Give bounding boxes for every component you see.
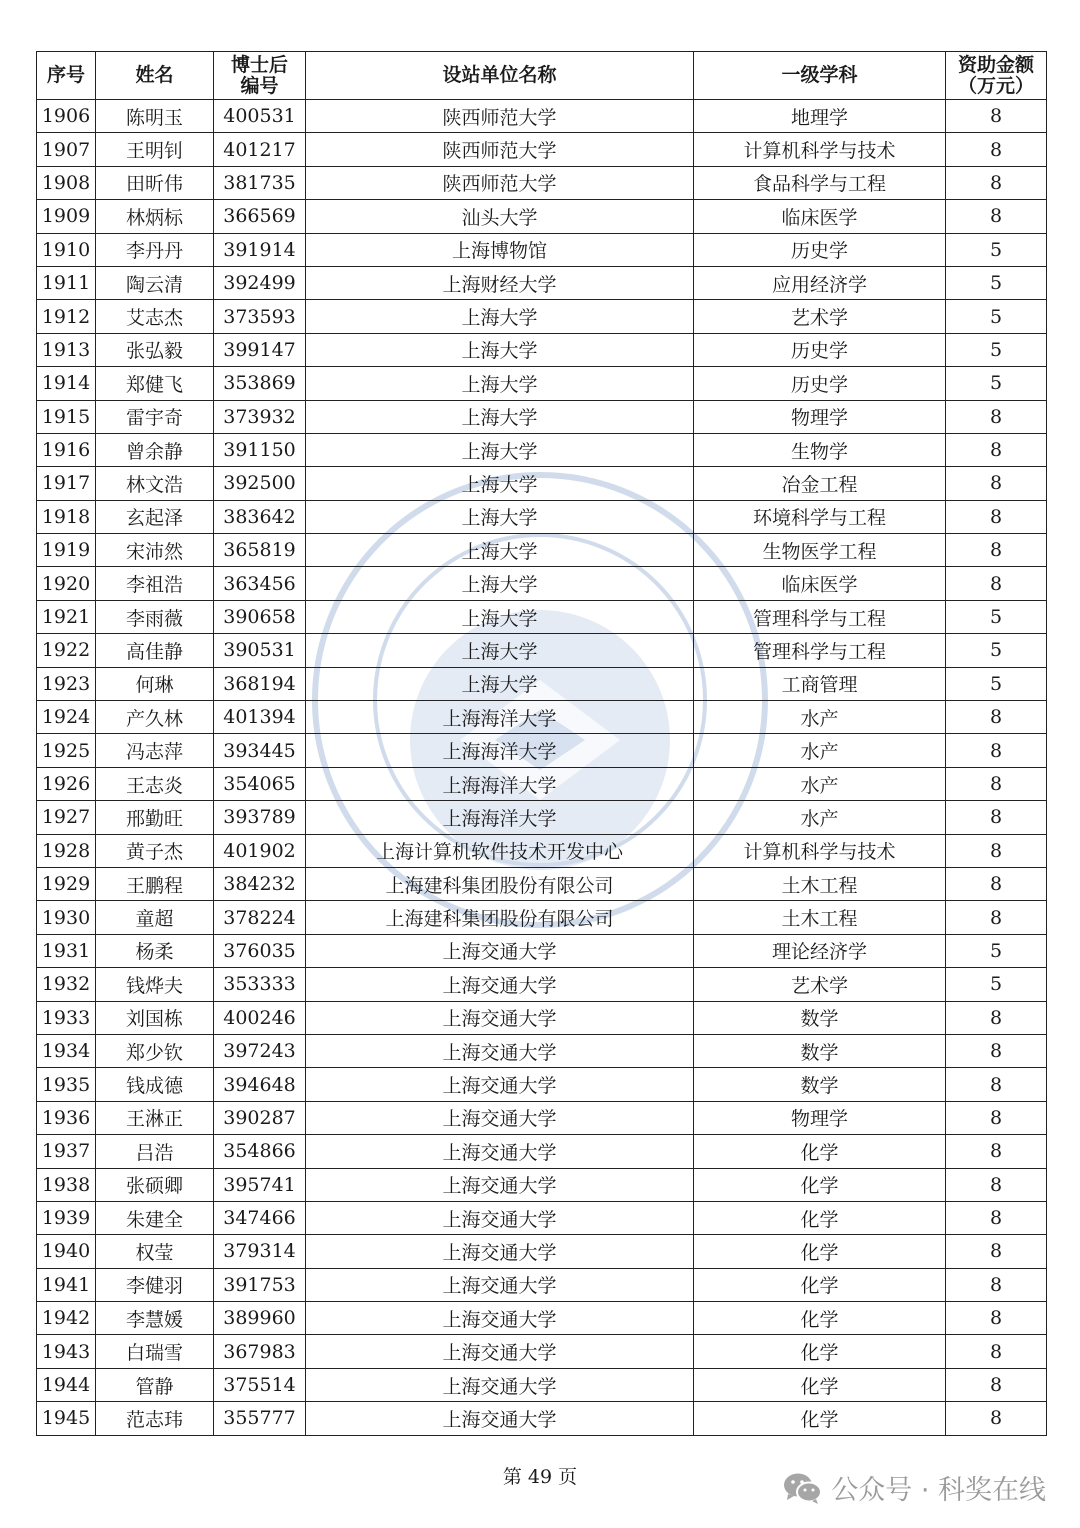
cell-postdoc-id: 355777 <box>214 1402 306 1435</box>
cell-index: 1943 <box>37 1335 96 1368</box>
cell-institution: 上海交通大学 <box>306 1034 694 1067</box>
cell-institution: 上海大学 <box>306 567 694 600</box>
cell-funding: 8 <box>946 1168 1047 1201</box>
table-row <box>37 867 1047 900</box>
cell-institution: 上海建科集团股份有限公司 <box>306 901 694 934</box>
cell-postdoc-id: 376035 <box>214 934 306 967</box>
cell-discipline: 管理科学与工程 <box>694 634 946 667</box>
cell-name: 林文浩 <box>96 467 214 500</box>
cell-institution: 上海交通大学 <box>306 1001 694 1034</box>
cell-institution: 上海交通大学 <box>306 1368 694 1401</box>
wechat-icon <box>783 1471 823 1505</box>
cell-funding: 8 <box>946 1335 1047 1368</box>
cell-index: 1911 <box>37 266 96 299</box>
cell-index: 1936 <box>37 1101 96 1134</box>
cell-discipline: 临床医学 <box>694 200 946 233</box>
cell-index: 1909 <box>37 200 96 233</box>
cell-postdoc-id: 393445 <box>214 734 306 767</box>
cell-name: 何琳 <box>96 667 214 700</box>
table-row <box>37 433 1047 466</box>
cell-name: 李祖浩 <box>96 567 214 600</box>
cell-postdoc-id: 354866 <box>214 1135 306 1168</box>
cell-name: 李健羽 <box>96 1268 214 1301</box>
cell-name: 郑健飞 <box>96 367 214 400</box>
cell-postdoc-id: 391914 <box>214 233 306 266</box>
header-institution: 设站单位名称 <box>306 52 694 100</box>
cell-index: 1939 <box>37 1201 96 1234</box>
cell-name: 宋沛然 <box>96 534 214 567</box>
cell-funding: 8 <box>946 400 1047 433</box>
cell-postdoc-id: 367983 <box>214 1335 306 1368</box>
cell-discipline: 理论经济学 <box>694 934 946 967</box>
cell-index: 1938 <box>37 1168 96 1201</box>
cell-institution: 上海财经大学 <box>306 266 694 299</box>
cell-institution: 上海交通大学 <box>306 1235 694 1268</box>
table-row <box>37 100 1047 133</box>
cell-postdoc-id: 353333 <box>214 968 306 1001</box>
cell-postdoc-id: 365819 <box>214 534 306 567</box>
cell-postdoc-id: 384232 <box>214 867 306 900</box>
cell-name: 钱成德 <box>96 1068 214 1101</box>
cell-funding: 8 <box>946 701 1047 734</box>
table-row <box>37 1335 1047 1368</box>
cell-name: 雷宇奇 <box>96 400 214 433</box>
cell-discipline: 艺术学 <box>694 300 946 333</box>
cell-funding: 5 <box>946 333 1047 366</box>
cell-funding: 8 <box>946 1402 1047 1435</box>
cell-institution: 上海交通大学 <box>306 1201 694 1234</box>
table-body <box>37 100 1047 1436</box>
cell-discipline: 计算机科学与技术 <box>694 834 946 867</box>
cell-index: 1922 <box>37 634 96 667</box>
cell-funding: 8 <box>946 867 1047 900</box>
cell-postdoc-id: 373932 <box>214 400 306 433</box>
cell-discipline: 化学 <box>694 1335 946 1368</box>
cell-index: 1934 <box>37 1034 96 1067</box>
cell-name: 刘国栋 <box>96 1001 214 1034</box>
cell-discipline: 生物医学工程 <box>694 534 946 567</box>
cell-index: 1931 <box>37 934 96 967</box>
cell-postdoc-id: 392499 <box>214 266 306 299</box>
cell-discipline: 土木工程 <box>694 867 946 900</box>
cell-funding: 8 <box>946 1068 1047 1101</box>
cell-funding: 5 <box>946 634 1047 667</box>
table-row <box>37 834 1047 867</box>
cell-funding: 8 <box>946 567 1047 600</box>
cell-institution: 上海交通大学 <box>306 1402 694 1435</box>
table-row <box>37 801 1047 834</box>
cell-discipline: 化学 <box>694 1268 946 1301</box>
table-row <box>37 500 1047 533</box>
cell-discipline: 冶金工程 <box>694 467 946 500</box>
cell-name: 林炳标 <box>96 200 214 233</box>
header-name: 姓名 <box>96 52 214 100</box>
cell-funding: 8 <box>946 1268 1047 1301</box>
cell-discipline: 水产 <box>694 801 946 834</box>
cell-name: 钱烨夫 <box>96 968 214 1001</box>
cell-index: 1926 <box>37 767 96 800</box>
cell-postdoc-id: 390658 <box>214 600 306 633</box>
cell-discipline: 艺术学 <box>694 968 946 1001</box>
cell-name: 白瑞雪 <box>96 1335 214 1368</box>
cell-index: 1919 <box>37 534 96 567</box>
cell-institution: 上海交通大学 <box>306 1135 694 1168</box>
cell-discipline: 化学 <box>694 1235 946 1268</box>
cell-funding: 8 <box>946 433 1047 466</box>
cell-name: 吕浩 <box>96 1135 214 1168</box>
cell-index: 1906 <box>37 100 96 133</box>
cell-postdoc-id: 392500 <box>214 467 306 500</box>
cell-index: 1944 <box>37 1368 96 1401</box>
cell-discipline: 环境科学与工程 <box>694 500 946 533</box>
header-index: 序号 <box>37 52 96 100</box>
cell-index: 1929 <box>37 867 96 900</box>
table-row <box>37 1101 1047 1134</box>
table-row <box>37 968 1047 1001</box>
cell-institution: 上海交通大学 <box>306 968 694 1001</box>
table-row <box>37 1368 1047 1401</box>
table-row <box>37 667 1047 700</box>
cell-name: 王淋正 <box>96 1101 214 1134</box>
cell-index: 1933 <box>37 1001 96 1034</box>
cell-index: 1930 <box>37 901 96 934</box>
cell-institution: 上海大学 <box>306 333 694 366</box>
cell-index: 1913 <box>37 333 96 366</box>
cell-discipline: 历史学 <box>694 233 946 266</box>
cell-name: 童超 <box>96 901 214 934</box>
cell-institution: 上海大学 <box>306 400 694 433</box>
table-row <box>37 1034 1047 1067</box>
table-row <box>37 734 1047 767</box>
cell-index: 1907 <box>37 133 96 166</box>
cell-funding: 8 <box>946 1302 1047 1335</box>
cell-institution: 陕西师范大学 <box>306 133 694 166</box>
cell-institution: 上海大学 <box>306 367 694 400</box>
cell-discipline: 化学 <box>694 1201 946 1234</box>
table-row <box>37 1001 1047 1034</box>
cell-funding: 5 <box>946 367 1047 400</box>
cell-discipline: 化学 <box>694 1402 946 1435</box>
cell-postdoc-id: 393789 <box>214 801 306 834</box>
cell-institution: 上海大学 <box>306 534 694 567</box>
cell-index: 1945 <box>37 1402 96 1435</box>
cell-postdoc-id: 390531 <box>214 634 306 667</box>
cell-postdoc-id: 400246 <box>214 1001 306 1034</box>
cell-index: 1912 <box>37 300 96 333</box>
cell-funding: 8 <box>946 901 1047 934</box>
cell-postdoc-id: 397243 <box>214 1034 306 1067</box>
cell-name: 冯志萍 <box>96 734 214 767</box>
cell-funding: 8 <box>946 534 1047 567</box>
table-row <box>37 767 1047 800</box>
cell-discipline: 化学 <box>694 1302 946 1335</box>
cell-institution: 上海大学 <box>306 634 694 667</box>
cell-discipline: 数学 <box>694 1034 946 1067</box>
cell-funding: 8 <box>946 801 1047 834</box>
cell-discipline: 食品科学与工程 <box>694 166 946 199</box>
cell-name: 管静 <box>96 1368 214 1401</box>
cell-discipline: 历史学 <box>694 333 946 366</box>
cell-index: 1935 <box>37 1068 96 1101</box>
cell-discipline: 化学 <box>694 1135 946 1168</box>
cell-discipline: 土木工程 <box>694 901 946 934</box>
cell-discipline: 物理学 <box>694 1101 946 1134</box>
cell-institution: 上海交通大学 <box>306 1302 694 1335</box>
cell-index: 1910 <box>37 233 96 266</box>
table-row <box>37 1268 1047 1301</box>
cell-funding: 8 <box>946 467 1047 500</box>
cell-institution: 汕头大学 <box>306 200 694 233</box>
cell-postdoc-id: 395741 <box>214 1168 306 1201</box>
cell-name: 杨柔 <box>96 934 214 967</box>
cell-name: 艾志杰 <box>96 300 214 333</box>
cell-institution: 上海交通大学 <box>306 934 694 967</box>
cell-index: 1920 <box>37 567 96 600</box>
cell-institution: 上海计算机软件技术开发中心 <box>306 834 694 867</box>
cell-index: 1927 <box>37 801 96 834</box>
table-row <box>37 934 1047 967</box>
cell-funding: 8 <box>946 133 1047 166</box>
cell-postdoc-id: 401217 <box>214 133 306 166</box>
cell-postdoc-id: 378224 <box>214 901 306 934</box>
cell-index: 1925 <box>37 734 96 767</box>
cell-index: 1923 <box>37 667 96 700</box>
cell-name: 李雨薇 <box>96 600 214 633</box>
cell-name: 黄子杰 <box>96 834 214 867</box>
table-row <box>37 634 1047 667</box>
cell-funding: 5 <box>946 233 1047 266</box>
cell-institution: 上海大学 <box>306 467 694 500</box>
table-row <box>37 534 1047 567</box>
cell-discipline: 数学 <box>694 1001 946 1034</box>
brand-text: 公众号 · 科奖在线 <box>831 1475 1046 1506</box>
cell-institution: 上海交通大学 <box>306 1068 694 1101</box>
cell-index: 1924 <box>37 701 96 734</box>
cell-postdoc-id: 368194 <box>214 667 306 700</box>
cell-discipline: 化学 <box>694 1368 946 1401</box>
page-number: 第 49 页 <box>502 1466 578 1488</box>
cell-funding: 5 <box>946 968 1047 1001</box>
cell-funding: 8 <box>946 200 1047 233</box>
cell-institution: 上海博物馆 <box>306 233 694 266</box>
cell-index: 1918 <box>37 500 96 533</box>
cell-discipline: 生物学 <box>694 433 946 466</box>
table-row <box>37 300 1047 333</box>
cell-name: 王鹏程 <box>96 867 214 900</box>
cell-postdoc-id: 399147 <box>214 333 306 366</box>
cell-discipline: 历史学 <box>694 367 946 400</box>
table-row <box>37 901 1047 934</box>
cell-funding: 8 <box>946 166 1047 199</box>
cell-institution: 陕西师范大学 <box>306 166 694 199</box>
cell-postdoc-id: 366569 <box>214 200 306 233</box>
cell-funding: 8 <box>946 1368 1047 1401</box>
table-row <box>37 166 1047 199</box>
cell-postdoc-id: 394648 <box>214 1068 306 1101</box>
cell-funding: 8 <box>946 734 1047 767</box>
cell-institution: 陕西师范大学 <box>306 100 694 133</box>
cell-institution: 上海大学 <box>306 500 694 533</box>
cell-postdoc-id: 379314 <box>214 1235 306 1268</box>
cell-postdoc-id: 400531 <box>214 100 306 133</box>
cell-discipline: 地理学 <box>694 100 946 133</box>
cell-index: 1921 <box>37 600 96 633</box>
cell-discipline: 工商管理 <box>694 667 946 700</box>
cell-institution: 上海海洋大学 <box>306 734 694 767</box>
cell-name: 王明钊 <box>96 133 214 166</box>
cell-name: 李慧媛 <box>96 1302 214 1335</box>
cell-postdoc-id: 354065 <box>214 767 306 800</box>
cell-name: 陈明玉 <box>96 100 214 133</box>
cell-funding: 8 <box>946 1235 1047 1268</box>
cell-institution: 上海交通大学 <box>306 1168 694 1201</box>
cell-index: 1932 <box>37 968 96 1001</box>
cell-funding: 5 <box>946 300 1047 333</box>
cell-discipline: 临床医学 <box>694 567 946 600</box>
cell-postdoc-id: 373593 <box>214 300 306 333</box>
cell-funding: 8 <box>946 1001 1047 1034</box>
cell-institution: 上海大学 <box>306 667 694 700</box>
cell-postdoc-id: 347466 <box>214 1201 306 1234</box>
table-row <box>37 1168 1047 1201</box>
cell-discipline: 管理科学与工程 <box>694 600 946 633</box>
cell-postdoc-id: 353869 <box>214 367 306 400</box>
cell-funding: 8 <box>946 1201 1047 1234</box>
cell-index: 1914 <box>37 367 96 400</box>
cell-postdoc-id: 401902 <box>214 834 306 867</box>
cell-postdoc-id: 363456 <box>214 567 306 600</box>
cell-name: 田昕伟 <box>96 166 214 199</box>
cell-funding: 5 <box>946 667 1047 700</box>
cell-name: 张弘毅 <box>96 333 214 366</box>
cell-funding: 8 <box>946 500 1047 533</box>
cell-postdoc-id: 381735 <box>214 166 306 199</box>
cell-postdoc-id: 389960 <box>214 1302 306 1335</box>
cell-institution: 上海大学 <box>306 433 694 466</box>
cell-name: 曾余静 <box>96 433 214 466</box>
cell-name: 权莹 <box>96 1235 214 1268</box>
cell-postdoc-id: 383642 <box>214 500 306 533</box>
table-row <box>37 701 1047 734</box>
cell-name: 张硕卿 <box>96 1168 214 1201</box>
cell-name: 范志玮 <box>96 1402 214 1435</box>
cell-name: 高佳静 <box>96 634 214 667</box>
header-funding: 资助金额（万元） <box>946 52 1047 100</box>
cell-index: 1908 <box>37 166 96 199</box>
cell-institution: 上海建科集团股份有限公司 <box>306 867 694 900</box>
cell-institution: 上海海洋大学 <box>306 701 694 734</box>
cell-funding: 8 <box>946 1034 1047 1067</box>
cell-name: 陶云清 <box>96 266 214 299</box>
cell-discipline: 数学 <box>694 1068 946 1101</box>
table-row <box>37 567 1047 600</box>
table-row <box>37 400 1047 433</box>
brand-watermark <box>783 1468 1046 1507</box>
cell-name: 朱建全 <box>96 1201 214 1234</box>
cell-postdoc-id: 391150 <box>214 433 306 466</box>
cell-funding: 8 <box>946 100 1047 133</box>
header-postdoc-id: 博士后编号 <box>214 52 306 100</box>
cell-index: 1941 <box>37 1268 96 1301</box>
cell-name: 李丹丹 <box>96 233 214 266</box>
cell-funding: 8 <box>946 1135 1047 1168</box>
cell-institution: 上海交通大学 <box>306 1268 694 1301</box>
cell-index: 1915 <box>37 400 96 433</box>
cell-funding: 5 <box>946 934 1047 967</box>
funding-table <box>36 51 1047 1436</box>
cell-funding: 5 <box>946 266 1047 299</box>
cell-postdoc-id: 391753 <box>214 1268 306 1301</box>
cell-funding: 8 <box>946 834 1047 867</box>
cell-discipline: 计算机科学与技术 <box>694 133 946 166</box>
cell-discipline: 物理学 <box>694 400 946 433</box>
cell-name: 郑少钦 <box>96 1034 214 1067</box>
cell-index: 1917 <box>37 467 96 500</box>
cell-postdoc-id: 401394 <box>214 701 306 734</box>
table-row <box>37 266 1047 299</box>
cell-discipline: 水产 <box>694 734 946 767</box>
table-row <box>37 1201 1047 1234</box>
table-row <box>37 600 1047 633</box>
table-row <box>37 1068 1047 1101</box>
table-row <box>37 1235 1047 1268</box>
cell-index: 1916 <box>37 433 96 466</box>
cell-discipline: 化学 <box>694 1168 946 1201</box>
table-row <box>37 200 1047 233</box>
table-row <box>37 133 1047 166</box>
cell-institution: 上海交通大学 <box>306 1335 694 1368</box>
cell-name: 玄起泽 <box>96 500 214 533</box>
cell-discipline: 应用经济学 <box>694 266 946 299</box>
cell-index: 1937 <box>37 1135 96 1168</box>
table-row <box>37 333 1047 366</box>
cell-institution: 上海海洋大学 <box>306 801 694 834</box>
table-row <box>37 1402 1047 1435</box>
cell-index: 1940 <box>37 1235 96 1268</box>
table-header-row <box>37 52 1047 100</box>
cell-name: 王志炎 <box>96 767 214 800</box>
cell-name: 邢勤旺 <box>96 801 214 834</box>
cell-funding: 5 <box>946 600 1047 633</box>
cell-index: 1942 <box>37 1302 96 1335</box>
cell-institution: 上海大学 <box>306 300 694 333</box>
cell-discipline: 水产 <box>694 767 946 800</box>
table-row <box>37 1135 1047 1168</box>
header-discipline: 一级学科 <box>694 52 946 100</box>
cell-index: 1928 <box>37 834 96 867</box>
cell-institution: 上海大学 <box>306 600 694 633</box>
cell-name: 产久林 <box>96 701 214 734</box>
cell-institution: 上海交通大学 <box>306 1101 694 1134</box>
table-row <box>37 233 1047 266</box>
table-row <box>37 1302 1047 1335</box>
table-row <box>37 467 1047 500</box>
cell-funding: 8 <box>946 767 1047 800</box>
cell-funding: 8 <box>946 1101 1047 1134</box>
cell-postdoc-id: 390287 <box>214 1101 306 1134</box>
cell-postdoc-id: 375514 <box>214 1368 306 1401</box>
cell-discipline: 水产 <box>694 701 946 734</box>
cell-institution: 上海海洋大学 <box>306 767 694 800</box>
table-row <box>37 367 1047 400</box>
